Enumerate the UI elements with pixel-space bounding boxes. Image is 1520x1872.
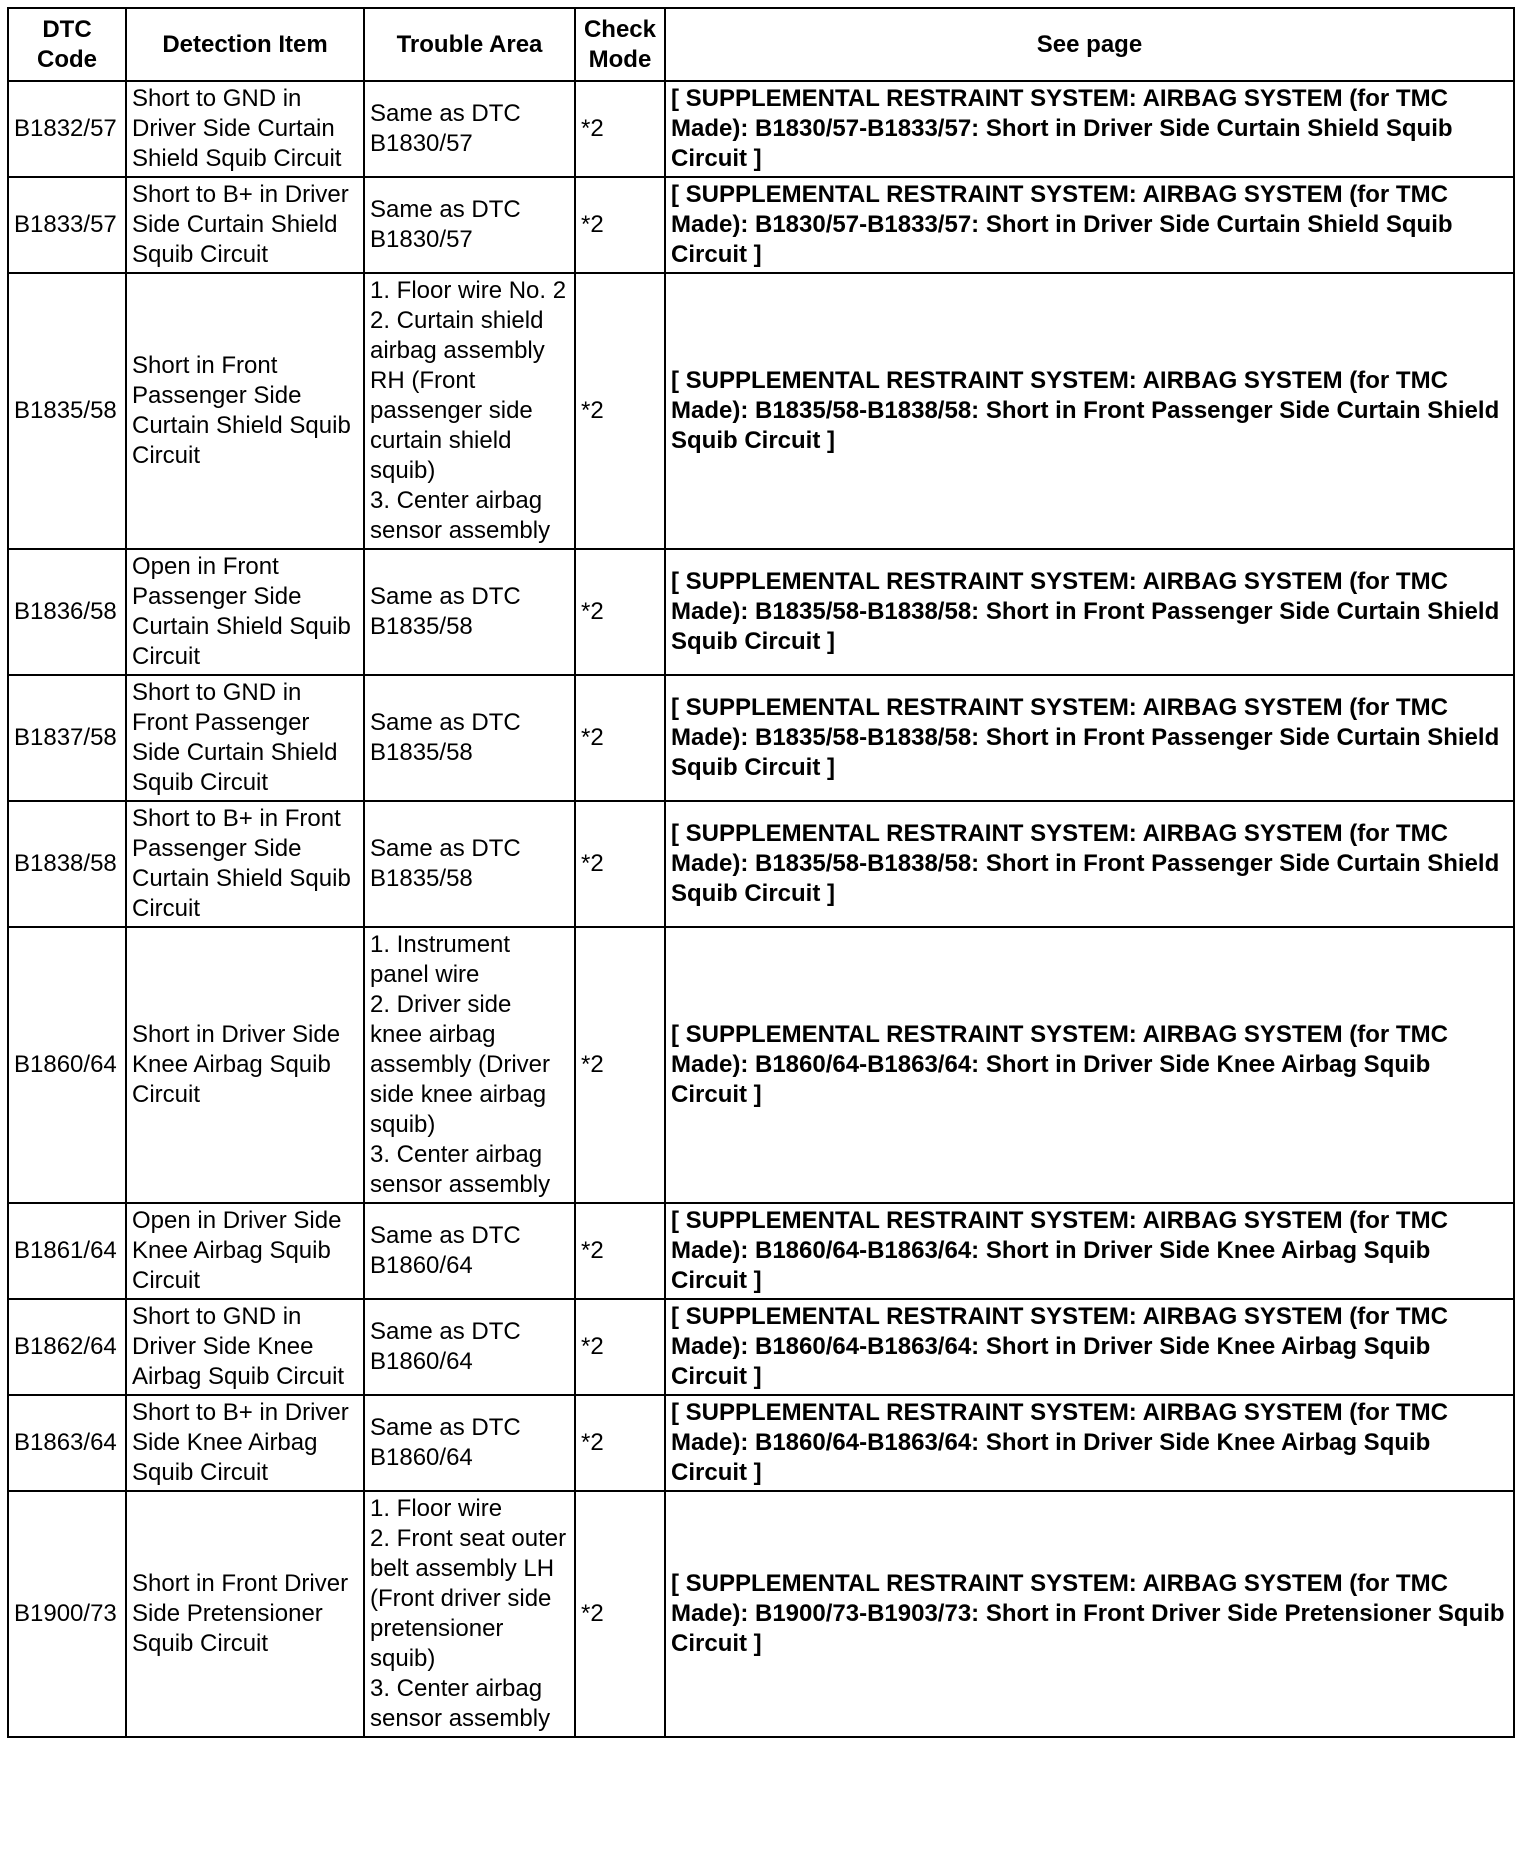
trouble-area-item: 2. Driver side knee airbag assembly (Driver side knee airbag squib)	[370, 991, 551, 1138]
trouble-area-item: Same as DTC B1835/58	[370, 835, 521, 892]
see-page-link[interactable]: [ SUPPLEMENTAL RESTRAINT SYSTEM: AIRBAG SYSTEM (for TMC Made): B1830/57-B1833/57: Short in Driver Side Curtain Shield Squib Circuit ]	[665, 81, 1514, 177]
header-dtc-code-line-1: DTC	[42, 15, 92, 43]
table-header-row	[8, 8, 1514, 81]
header-dtc-code-line-2: Code	[37, 45, 97, 73]
trouble-area-item: 3. Center airbag sensor assembly	[370, 1141, 551, 1198]
check-mode-cell: *2	[575, 177, 665, 273]
table-row	[8, 1299, 1514, 1395]
table-row	[8, 177, 1514, 273]
trouble-area-item: 1. Floor wire No. 2	[370, 277, 567, 304]
check-mode-cell: *2	[575, 675, 665, 801]
trouble-area-cell	[364, 1395, 575, 1491]
dtc-code-cell: B1838/58	[8, 801, 126, 927]
see-page-link[interactable]: [ SUPPLEMENTAL RESTRAINT SYSTEM: AIRBAG SYSTEM (for TMC Made): B1835/58-B1838/58: Short in Front Passenger Side Curtain Shield Squib Circuit ]	[665, 675, 1514, 801]
detection-item-cell: Short to GND in Driver Side Curtain Shield Squib Circuit	[126, 81, 364, 177]
dtc-table	[7, 7, 1515, 1738]
trouble-area-item: Same as DTC B1860/64	[370, 1222, 521, 1279]
trouble-area-item: 2. Front seat outer belt assembly LH (Front driver side pretensioner squib)	[370, 1525, 567, 1672]
dtc-code-cell: B1861/64	[8, 1203, 126, 1299]
table-row	[8, 927, 1514, 1203]
table-row	[8, 81, 1514, 177]
detection-item-cell: Short to B+ in Driver Side Knee Airbag Squib Circuit	[126, 1395, 364, 1491]
trouble-area-item: Same as DTC B1860/64	[370, 1414, 521, 1471]
trouble-area-item: 3. Center airbag sensor assembly	[370, 487, 551, 544]
see-page-link[interactable]: [ SUPPLEMENTAL RESTRAINT SYSTEM: AIRBAG SYSTEM (for TMC Made): B1860/64-B1863/64: Short in Driver Side Knee Airbag Squib Circuit ]	[665, 1203, 1514, 1299]
trouble-area-item: 1. Instrument panel wire	[370, 931, 511, 988]
detection-item-cell: Short to B+ in Front Passenger Side Curtain Shield Squib Circuit	[126, 801, 364, 927]
trouble-area-item: Same as DTC B1830/57	[370, 100, 521, 157]
trouble-area-cell	[364, 1203, 575, 1299]
trouble-area-cell	[364, 1491, 575, 1737]
check-mode-cell: *2	[575, 273, 665, 549]
table-row	[8, 801, 1514, 927]
detection-item-cell: Short in Driver Side Knee Airbag Squib Circuit	[126, 927, 364, 1203]
dtc-code-cell: B1863/64	[8, 1395, 126, 1491]
see-page-link[interactable]: [ SUPPLEMENTAL RESTRAINT SYSTEM: AIRBAG SYSTEM (for TMC Made): B1835/58-B1838/58: Short in Front Passenger Side Curtain Shield Squib Circuit ]	[665, 549, 1514, 675]
table-row	[8, 549, 1514, 675]
see-page-link[interactable]: [ SUPPLEMENTAL RESTRAINT SYSTEM: AIRBAG SYSTEM (for TMC Made): B1860/64-B1863/64: Short in Driver Side Knee Airbag Squib Circuit ]	[665, 927, 1514, 1203]
table-row	[8, 273, 1514, 549]
trouble-area-cell	[364, 927, 575, 1203]
trouble-area-cell	[364, 177, 575, 273]
see-page-link[interactable]: [ SUPPLEMENTAL RESTRAINT SYSTEM: AIRBAG SYSTEM (for TMC Made): B1830/57-B1833/57: Short in Driver Side Curtain Shield Squib Circuit ]	[665, 177, 1514, 273]
table-row	[8, 1491, 1514, 1737]
see-page-link[interactable]: [ SUPPLEMENTAL RESTRAINT SYSTEM: AIRBAG SYSTEM (for TMC Made): B1835/58-B1838/58: Short in Front Passenger Side Curtain Shield Squib Circuit ]	[665, 273, 1514, 549]
detection-item-cell: Open in Front Passenger Side Curtain Shield Squib Circuit	[126, 549, 364, 675]
trouble-area-item: 3. Center airbag sensor assembly	[370, 1675, 551, 1732]
header-trouble-area: Trouble Area	[364, 8, 575, 81]
dtc-code-cell: B1832/57	[8, 81, 126, 177]
dtc-code-cell: B1860/64	[8, 927, 126, 1203]
check-mode-cell: *2	[575, 1491, 665, 1737]
table-row	[8, 1395, 1514, 1491]
table-row	[8, 675, 1514, 801]
detection-item-cell: Short in Front Passenger Side Curtain Shield Squib Circuit	[126, 273, 364, 549]
detection-item-cell: Open in Driver Side Knee Airbag Squib Circuit	[126, 1203, 364, 1299]
trouble-area-item: Same as DTC B1835/58	[370, 709, 521, 766]
trouble-area-cell	[364, 549, 575, 675]
trouble-area-item: 2. Curtain shield airbag assembly RH (Front passenger side curtain shield squib)	[370, 307, 545, 484]
detection-item-cell: Short to GND in Front Passenger Side Curtain Shield Squib Circuit	[126, 675, 364, 801]
see-page-link[interactable]: [ SUPPLEMENTAL RESTRAINT SYSTEM: AIRBAG SYSTEM (for TMC Made): B1835/58-B1838/58: Short in Front Passenger Side Curtain Shield Squib Circuit ]	[665, 801, 1514, 927]
header-check-mode	[575, 8, 665, 81]
trouble-area-cell	[364, 675, 575, 801]
dtc-table-sheet	[7, 7, 1513, 1738]
trouble-area-item: Same as DTC B1835/58	[370, 583, 521, 640]
header-detection-item: Detection Item	[126, 8, 364, 81]
dtc-table-body	[8, 81, 1514, 1737]
trouble-area-item: 1. Floor wire	[370, 1495, 503, 1522]
dtc-code-cell: B1837/58	[8, 675, 126, 801]
dtc-code-cell: B1836/58	[8, 549, 126, 675]
detection-item-cell: Short in Front Driver Side Pretensioner Squib Circuit	[126, 1491, 364, 1737]
table-row	[8, 1203, 1514, 1299]
check-mode-cell: *2	[575, 1203, 665, 1299]
trouble-area-cell	[364, 273, 575, 549]
trouble-area-cell	[364, 1299, 575, 1395]
header-dtc-code	[8, 8, 126, 81]
detection-item-cell: Short to B+ in Driver Side Curtain Shield Squib Circuit	[126, 177, 364, 273]
dtc-code-cell: B1900/73	[8, 1491, 126, 1737]
see-page-link[interactable]: [ SUPPLEMENTAL RESTRAINT SYSTEM: AIRBAG SYSTEM (for TMC Made): B1860/64-B1863/64: Short in Driver Side Knee Airbag Squib Circuit ]	[665, 1299, 1514, 1395]
detection-item-cell: Short to GND in Driver Side Knee Airbag Squib Circuit	[126, 1299, 364, 1395]
check-mode-cell: *2	[575, 927, 665, 1203]
check-mode-cell: *2	[575, 801, 665, 927]
trouble-area-cell	[364, 801, 575, 927]
header-see-page: See page	[665, 8, 1514, 81]
header-check-mode-line-1: Check	[583, 15, 657, 43]
check-mode-cell: *2	[575, 1299, 665, 1395]
check-mode-cell: *2	[575, 81, 665, 177]
trouble-area-cell	[364, 81, 575, 177]
check-mode-cell: *2	[575, 549, 665, 675]
see-page-link[interactable]: [ SUPPLEMENTAL RESTRAINT SYSTEM: AIRBAG SYSTEM (for TMC Made): B1900/73-B1903/73: Short in Front Driver Side Pretensioner Squib Circuit ]	[665, 1491, 1514, 1737]
trouble-area-item: Same as DTC B1860/64	[370, 1318, 521, 1375]
header-check-mode-line-2: Mode	[588, 45, 652, 73]
dtc-code-cell: B1862/64	[8, 1299, 126, 1395]
trouble-area-item: Same as DTC B1830/57	[370, 196, 521, 253]
see-page-link[interactable]: [ SUPPLEMENTAL RESTRAINT SYSTEM: AIRBAG SYSTEM (for TMC Made): B1860/64-B1863/64: Short in Driver Side Knee Airbag Squib Circuit ]	[665, 1395, 1514, 1491]
check-mode-cell: *2	[575, 1395, 665, 1491]
dtc-code-cell: B1835/58	[8, 273, 126, 549]
dtc-code-cell: B1833/57	[8, 177, 126, 273]
